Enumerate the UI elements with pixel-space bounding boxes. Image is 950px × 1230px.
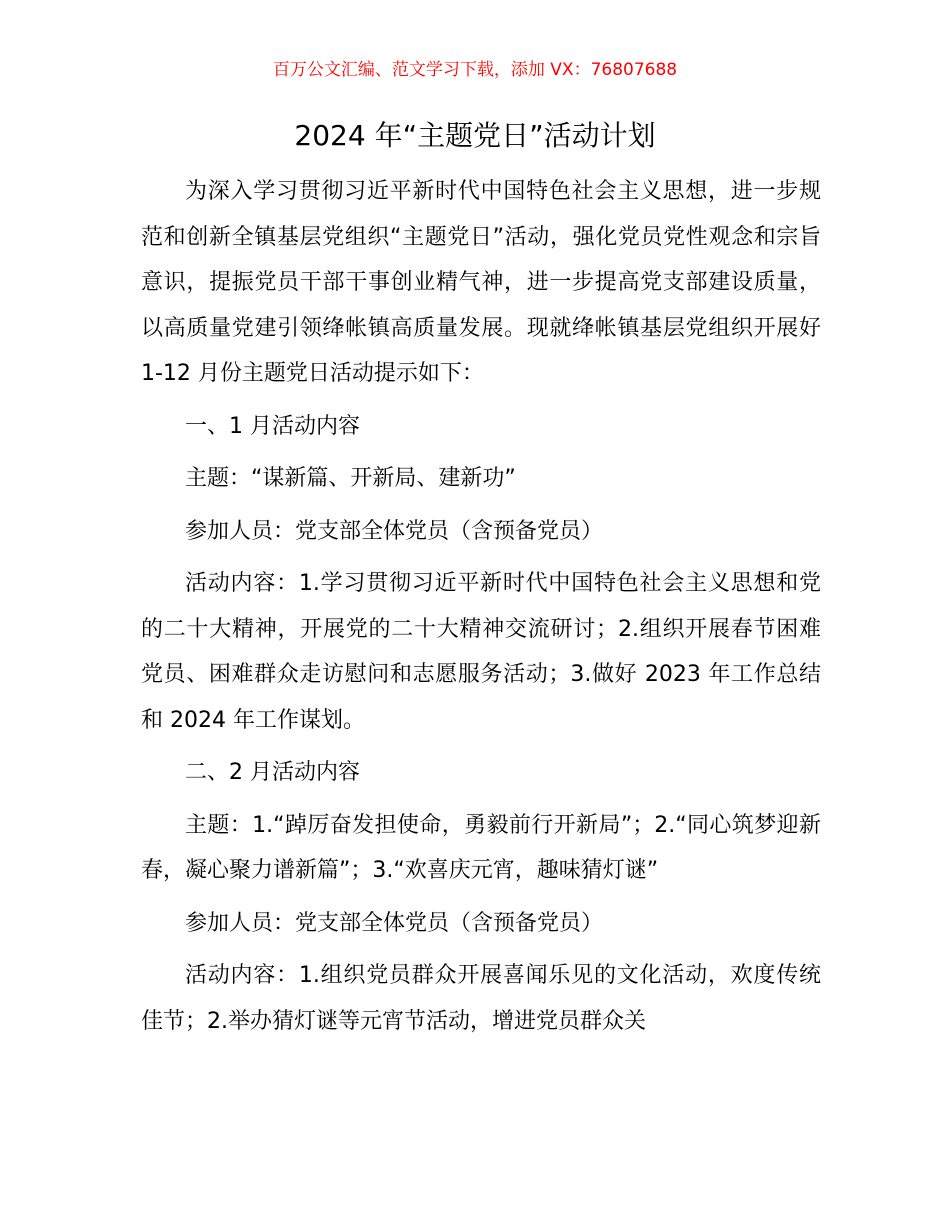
header-watermark-text: 百万公文汇编、范文学习下载，添加 VX：76807688 xyxy=(272,60,678,80)
february-participants: 参加人员：党支部全体党员（含预备党员） xyxy=(185,910,604,936)
document-title: 2024 年“主题党日”活动计划 xyxy=(294,119,656,152)
january-participants: 参加人员：党支部全体党员（含预备党员） xyxy=(185,518,604,544)
february-theme: 主题：1.“踔厉奋发担使命，勇毅前行开新局”；2.“同心筑梦迎新春，凝心聚力谱新篇”；3.“欢喜庆元宵，趣味猜灯谜” xyxy=(141,812,821,883)
january-theme: 主题：“谋新篇、开新局、建新功” xyxy=(185,466,516,491)
january-activities: 活动内容：1.学习贯彻习近平新时代中国特色社会主义思想和党的二十大精神，开展党的二十大精神交流研讨；2.组织开展春节困难党员、困难群众走访慰问和志愿服务活动；3.做好 2023 年工作总结和 2024 年工作谋划。 xyxy=(141,571,821,733)
document-body xyxy=(141,169,821,1051)
intro-paragraph: 为深入学习贯彻习近平新时代中国特色社会主义思想，进一步规范和创新全镇基层党组织“主题党日”活动，强化党员党性观念和宗旨意识，提振党员干部干事创业精气神，进一步提高党支部建设质量，以高质量党建引领绛帐镇高质量发展。现就绛帐镇基层党组织开展好 1-12 月份主题党日活动提示如下： xyxy=(141,179,821,386)
section-heading-february: 二、2 月活动内容 xyxy=(185,760,360,785)
section-heading-january: 一、1 月活动内容 xyxy=(185,413,360,439)
february-activities: 活动内容：1.组织党员群众开展喜闻乐见的文化活动，欢度传统佳节；2.举办猜灯谜等元宵节活动，增进党员群众关 xyxy=(141,963,821,1034)
